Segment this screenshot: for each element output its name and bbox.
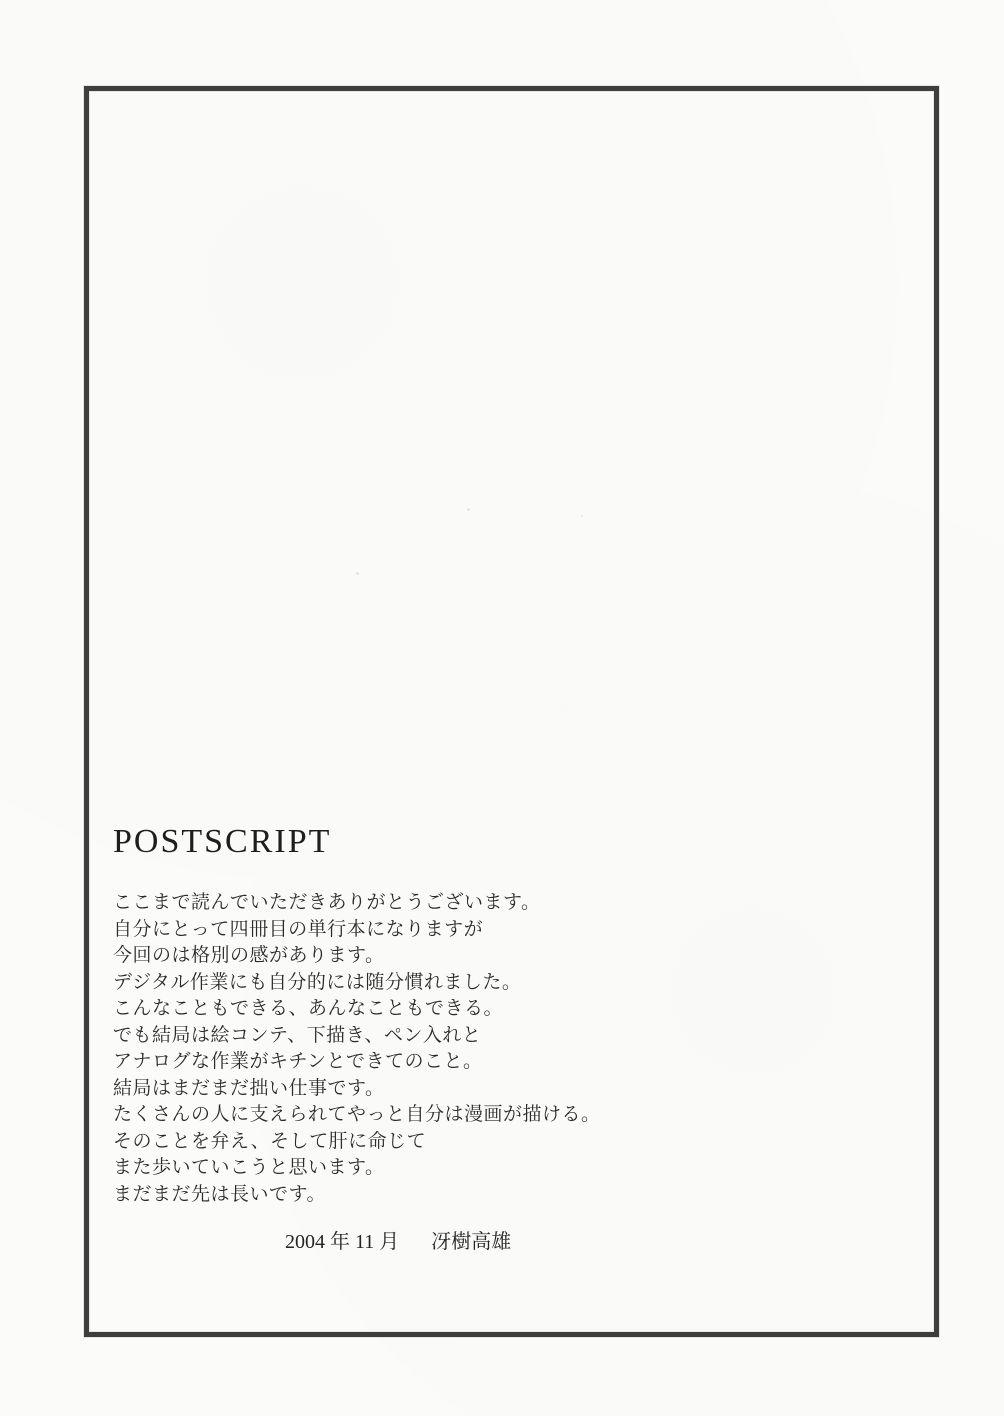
scan-speck: [356, 572, 359, 575]
signature-line: [285, 1230, 511, 1254]
body-line: 結局はまだまだ拙い仕事です。: [113, 1077, 385, 1099]
body-line: ここまで読んでいただきありがとうございます。: [113, 892, 541, 913]
scan-speck: [581, 515, 583, 517]
signature-date: 2004 年 11 月: [285, 1231, 400, 1253]
body-line: アナログな作業がキチンとできてのこと。: [113, 1051, 483, 1072]
body-line: そのことを弁え、そして肝に命じて: [113, 1130, 427, 1152]
body-line: たくさんの人に支えられてやっと自分は漫画が描ける。: [113, 1104, 601, 1125]
body-line: また歩いていこうと思います。: [113, 1157, 385, 1178]
body-line: 今回のは格別の感があります。: [113, 945, 385, 966]
body-line: こんなこともできる、あんなこともできる。: [113, 998, 504, 1019]
body-line: まだまだ先は長いです。: [113, 1183, 326, 1205]
scan-speck: [467, 508, 470, 511]
body-line: 自分にとって四冊目の単行本になりますが: [113, 918, 484, 940]
postscript-heading: POSTSCRIPT: [113, 823, 332, 860]
body-line: デジタル作業にも自分的には随分慣れました。: [113, 971, 522, 993]
signature-author: 冴樹高雄: [431, 1231, 512, 1253]
body-line: でも結局は絵コンテ、下描き、ペン入れと: [113, 1024, 482, 1046]
afterword-text-block: [113, 890, 733, 1208]
